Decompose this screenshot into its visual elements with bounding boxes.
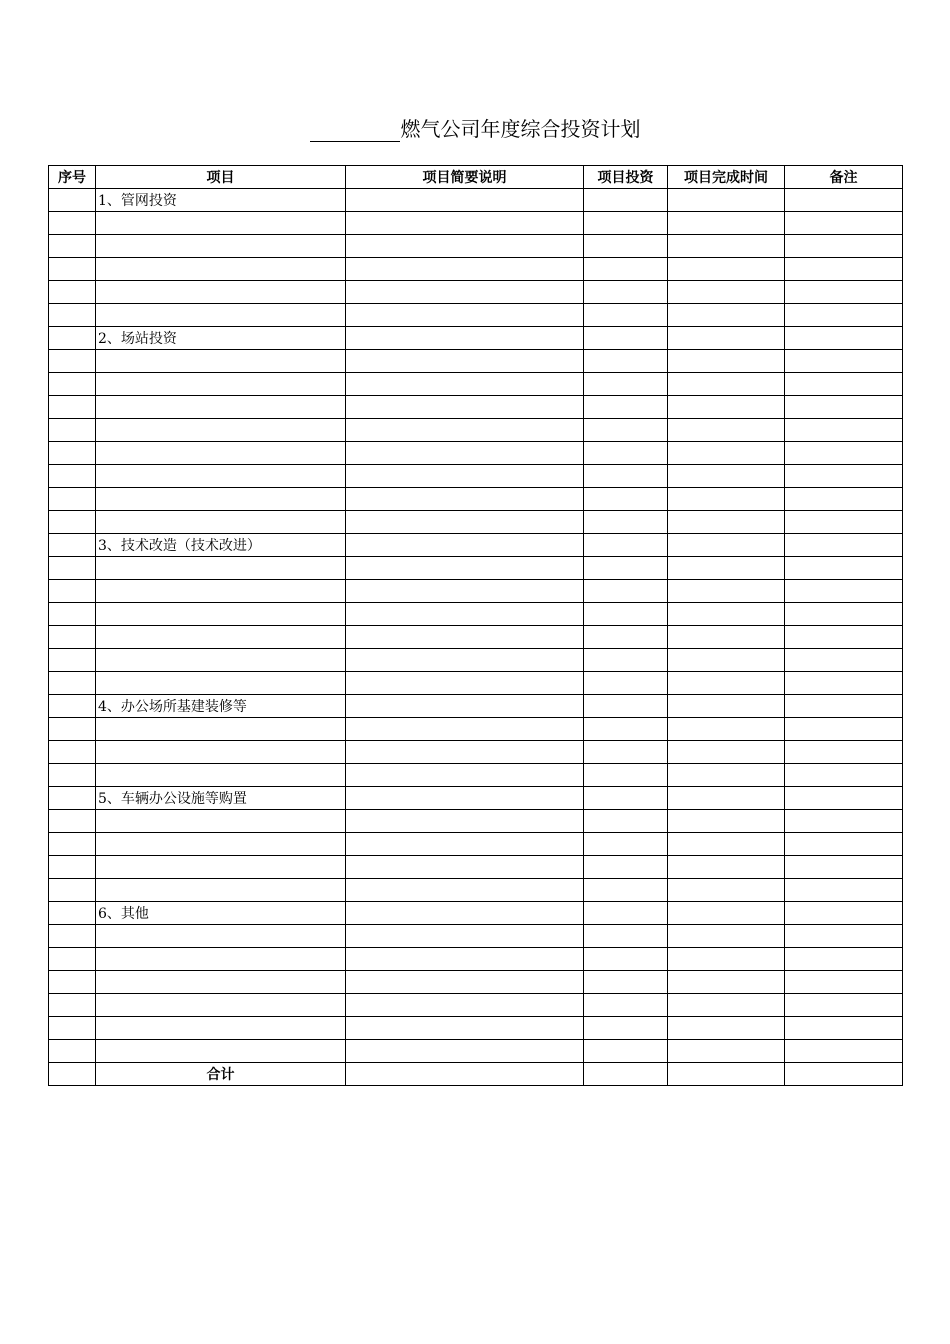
remarks-cell (785, 327, 903, 350)
remarks-cell (785, 718, 903, 741)
table-row (49, 672, 903, 695)
table-row (49, 511, 903, 534)
investment-cell (584, 327, 668, 350)
item-cell (96, 833, 346, 856)
investment-cell (584, 465, 668, 488)
description-cell (346, 488, 584, 511)
remarks-cell (785, 741, 903, 764)
item-cell: 5、车辆办公设施等购置 (96, 787, 346, 810)
completion-time-cell (668, 304, 785, 327)
description-cell (346, 373, 584, 396)
table-body (49, 189, 903, 1063)
completion-time-cell (668, 557, 785, 580)
investment-cell (584, 442, 668, 465)
item-cell (96, 925, 346, 948)
table-row (49, 442, 903, 465)
table-row (49, 603, 903, 626)
description-cell (346, 212, 584, 235)
completion-time-cell (668, 488, 785, 511)
investment-cell (584, 810, 668, 833)
item-cell (96, 649, 346, 672)
table-row (49, 764, 903, 787)
remarks-cell (785, 511, 903, 534)
item-cell (96, 810, 346, 833)
investment-cell (584, 580, 668, 603)
table-row (49, 925, 903, 948)
investment-cell (584, 603, 668, 626)
remarks-cell (785, 764, 903, 787)
item-cell: 4、办公场所基建装修等 (96, 695, 346, 718)
investment-plan-table (48, 165, 903, 1086)
description-cell (346, 764, 584, 787)
remarks-cell (785, 281, 903, 304)
item-cell (96, 994, 346, 1017)
completion-time-cell (668, 672, 785, 695)
table-row (49, 580, 903, 603)
table-row (49, 810, 903, 833)
description-cell (346, 350, 584, 373)
investment-cell (584, 488, 668, 511)
item-cell (96, 442, 346, 465)
completion-time-cell (668, 258, 785, 281)
table-row (49, 695, 903, 718)
remarks-cell (785, 419, 903, 442)
table-row (49, 787, 903, 810)
item-cell (96, 373, 346, 396)
index-cell (49, 304, 96, 327)
completion-time-cell (668, 764, 785, 787)
item-cell (96, 419, 346, 442)
investment-cell (584, 304, 668, 327)
investment-cell (584, 235, 668, 258)
description-cell (346, 327, 584, 350)
index-cell (49, 764, 96, 787)
investment-cell (584, 718, 668, 741)
completion-time-cell (668, 534, 785, 557)
index-cell (49, 212, 96, 235)
index-cell (49, 511, 96, 534)
item-cell (96, 1017, 346, 1040)
index-cell (49, 925, 96, 948)
total-completion-cell (668, 1063, 785, 1086)
table-row (49, 626, 903, 649)
completion-time-cell (668, 327, 785, 350)
item-cell: 6、其他 (96, 902, 346, 925)
index-cell (49, 695, 96, 718)
item-cell (96, 764, 346, 787)
completion-time-cell (668, 603, 785, 626)
completion-time-cell (668, 465, 785, 488)
description-cell (346, 672, 584, 695)
completion-time-cell (668, 695, 785, 718)
index-cell (49, 350, 96, 373)
table-row (49, 649, 903, 672)
description-cell (346, 626, 584, 649)
completion-time-cell (668, 856, 785, 879)
investment-cell (584, 925, 668, 948)
table-row (49, 1017, 903, 1040)
table-row (49, 419, 903, 442)
description-cell (346, 580, 584, 603)
remarks-cell (785, 350, 903, 373)
table-row (49, 258, 903, 281)
completion-time-cell (668, 948, 785, 971)
index-cell (49, 626, 96, 649)
item-cell (96, 488, 346, 511)
completion-time-cell (668, 511, 785, 534)
completion-time-cell (668, 810, 785, 833)
investment-cell (584, 971, 668, 994)
completion-time-cell (668, 1040, 785, 1063)
table-row (49, 856, 903, 879)
investment-cell (584, 1017, 668, 1040)
item-cell (96, 971, 346, 994)
description-cell (346, 948, 584, 971)
item-cell (96, 626, 346, 649)
item-cell (96, 603, 346, 626)
item-cell (96, 672, 346, 695)
investment-cell (584, 534, 668, 557)
description-cell (346, 281, 584, 304)
description-cell (346, 1017, 584, 1040)
remarks-cell (785, 465, 903, 488)
table-row (49, 718, 903, 741)
item-cell (96, 396, 346, 419)
investment-cell (584, 741, 668, 764)
completion-time-cell (668, 741, 785, 764)
table-row (49, 879, 903, 902)
index-cell (49, 833, 96, 856)
total-investment-cell (584, 1063, 668, 1086)
remarks-cell (785, 971, 903, 994)
index-cell (49, 488, 96, 511)
investment-cell (584, 258, 668, 281)
item-cell (96, 580, 346, 603)
completion-time-cell (668, 189, 785, 212)
col-header-item: 项目 (96, 166, 346, 189)
item-cell (96, 281, 346, 304)
index-cell (49, 902, 96, 925)
total-row (49, 1063, 903, 1086)
item-cell (96, 212, 346, 235)
investment-cell (584, 350, 668, 373)
description-cell (346, 442, 584, 465)
description-cell (346, 856, 584, 879)
remarks-cell (785, 442, 903, 465)
index-cell (49, 258, 96, 281)
investment-cell (584, 856, 668, 879)
remarks-cell (785, 626, 903, 649)
table-row (49, 948, 903, 971)
completion-time-cell (668, 1017, 785, 1040)
completion-time-cell (668, 419, 785, 442)
completion-time-cell (668, 971, 785, 994)
investment-cell (584, 787, 668, 810)
index-cell (49, 281, 96, 304)
item-cell (96, 1040, 346, 1063)
item-cell (96, 465, 346, 488)
completion-time-cell (668, 787, 785, 810)
remarks-cell (785, 488, 903, 511)
description-cell (346, 787, 584, 810)
table-row (49, 350, 903, 373)
index-cell (49, 994, 96, 1017)
investment-cell (584, 189, 668, 212)
completion-time-cell (668, 626, 785, 649)
completion-time-cell (668, 879, 785, 902)
index-cell (49, 672, 96, 695)
total-label: 合计 (96, 1063, 346, 1086)
completion-time-cell (668, 902, 785, 925)
description-cell (346, 235, 584, 258)
index-cell (49, 557, 96, 580)
col-header-remarks: 备注 (785, 166, 903, 189)
description-cell (346, 511, 584, 534)
investment-cell (584, 373, 668, 396)
investment-cell (584, 281, 668, 304)
table-row (49, 557, 903, 580)
remarks-cell (785, 258, 903, 281)
completion-time-cell (668, 281, 785, 304)
investment-cell (584, 672, 668, 695)
table-row (49, 488, 903, 511)
table-row (49, 971, 903, 994)
description-cell (346, 396, 584, 419)
index-cell (49, 327, 96, 350)
description-cell (346, 971, 584, 994)
item-cell (96, 235, 346, 258)
table-row (49, 534, 903, 557)
description-cell (346, 741, 584, 764)
investment-cell (584, 879, 668, 902)
title-blank-line (310, 119, 400, 142)
item-cell: 1、管网投资 (96, 189, 346, 212)
completion-time-cell (668, 718, 785, 741)
description-cell (346, 902, 584, 925)
investment-cell (584, 833, 668, 856)
item-cell: 3、技术改造（技术改进） (96, 534, 346, 557)
col-header-completion-time: 项目完成时间 (668, 166, 785, 189)
remarks-cell (785, 373, 903, 396)
table-row (49, 465, 903, 488)
remarks-cell (785, 695, 903, 718)
item-cell (96, 258, 346, 281)
investment-cell (584, 1040, 668, 1063)
investment-cell (584, 902, 668, 925)
description-cell (346, 994, 584, 1017)
index-cell (49, 810, 96, 833)
completion-time-cell (668, 235, 785, 258)
table-row (49, 994, 903, 1017)
index-cell (49, 718, 96, 741)
item-cell (96, 879, 346, 902)
title-text: 燃气公司年度综合投资计划 (400, 117, 641, 141)
investment-cell (584, 948, 668, 971)
col-header-description: 项目简要说明 (346, 166, 584, 189)
table-row (49, 1040, 903, 1063)
remarks-cell (785, 189, 903, 212)
table-row (49, 212, 903, 235)
completion-time-cell (668, 580, 785, 603)
description-cell (346, 304, 584, 327)
remarks-cell (785, 879, 903, 902)
investment-cell (584, 764, 668, 787)
table-row (49, 281, 903, 304)
index-cell (49, 442, 96, 465)
description-cell (346, 810, 584, 833)
remarks-cell (785, 810, 903, 833)
index-cell (49, 856, 96, 879)
completion-time-cell (668, 396, 785, 419)
item-cell (96, 741, 346, 764)
investment-cell (584, 626, 668, 649)
remarks-cell (785, 672, 903, 695)
remarks-cell (785, 787, 903, 810)
investment-cell (584, 994, 668, 1017)
index-cell (49, 189, 96, 212)
description-cell (346, 1040, 584, 1063)
completion-time-cell (668, 994, 785, 1017)
index-cell (49, 1040, 96, 1063)
item-cell (96, 350, 346, 373)
investment-cell (584, 511, 668, 534)
header-row (49, 166, 903, 189)
description-cell (346, 833, 584, 856)
description-cell (346, 879, 584, 902)
total-remarks-cell (785, 1063, 903, 1086)
total-index-cell (49, 1063, 96, 1086)
index-cell (49, 649, 96, 672)
investment-cell (584, 396, 668, 419)
investment-cell (584, 695, 668, 718)
table-row (49, 189, 903, 212)
remarks-cell (785, 580, 903, 603)
index-cell (49, 396, 96, 419)
completion-time-cell (668, 833, 785, 856)
remarks-cell (785, 557, 903, 580)
description-cell (346, 189, 584, 212)
description-cell (346, 649, 584, 672)
remarks-cell (785, 235, 903, 258)
completion-time-cell (668, 442, 785, 465)
remarks-cell (785, 1017, 903, 1040)
table-row (49, 327, 903, 350)
item-cell (96, 511, 346, 534)
table-row (49, 741, 903, 764)
index-cell (49, 235, 96, 258)
remarks-cell (785, 304, 903, 327)
table-row (49, 235, 903, 258)
remarks-cell (785, 856, 903, 879)
investment-cell (584, 212, 668, 235)
remarks-cell (785, 925, 903, 948)
index-cell (49, 787, 96, 810)
index-cell (49, 741, 96, 764)
description-cell (346, 925, 584, 948)
remarks-cell (785, 649, 903, 672)
description-cell (346, 718, 584, 741)
index-cell (49, 879, 96, 902)
completion-time-cell (668, 925, 785, 948)
item-cell: 2、场站投资 (96, 327, 346, 350)
table-row (49, 902, 903, 925)
index-cell (49, 603, 96, 626)
item-cell (96, 304, 346, 327)
completion-time-cell (668, 350, 785, 373)
investment-cell (584, 557, 668, 580)
description-cell (346, 557, 584, 580)
remarks-cell (785, 396, 903, 419)
description-cell (346, 465, 584, 488)
index-cell (49, 419, 96, 442)
description-cell (346, 695, 584, 718)
remarks-cell (785, 603, 903, 626)
table-row (49, 304, 903, 327)
remarks-cell (785, 948, 903, 971)
remarks-cell (785, 833, 903, 856)
remarks-cell (785, 994, 903, 1017)
table-row (49, 373, 903, 396)
table-row (49, 396, 903, 419)
item-cell (96, 557, 346, 580)
total-description-cell (346, 1063, 584, 1086)
index-cell (49, 948, 96, 971)
remarks-cell (785, 1040, 903, 1063)
remarks-cell (785, 902, 903, 925)
description-cell (346, 258, 584, 281)
index-cell (49, 534, 96, 557)
item-cell (96, 948, 346, 971)
index-cell (49, 971, 96, 994)
index-cell (49, 465, 96, 488)
completion-time-cell (668, 212, 785, 235)
remarks-cell (785, 212, 903, 235)
index-cell (49, 373, 96, 396)
investment-cell (584, 649, 668, 672)
item-cell (96, 718, 346, 741)
completion-time-cell (668, 373, 785, 396)
description-cell (346, 419, 584, 442)
col-header-investment: 项目投资 (584, 166, 668, 189)
completion-time-cell (668, 649, 785, 672)
table-row (49, 833, 903, 856)
document-title (0, 113, 950, 142)
item-cell (96, 856, 346, 879)
description-cell (346, 534, 584, 557)
index-cell (49, 580, 96, 603)
col-header-index: 序号 (49, 166, 96, 189)
investment-cell (584, 419, 668, 442)
description-cell (346, 603, 584, 626)
index-cell (49, 1017, 96, 1040)
remarks-cell (785, 534, 903, 557)
